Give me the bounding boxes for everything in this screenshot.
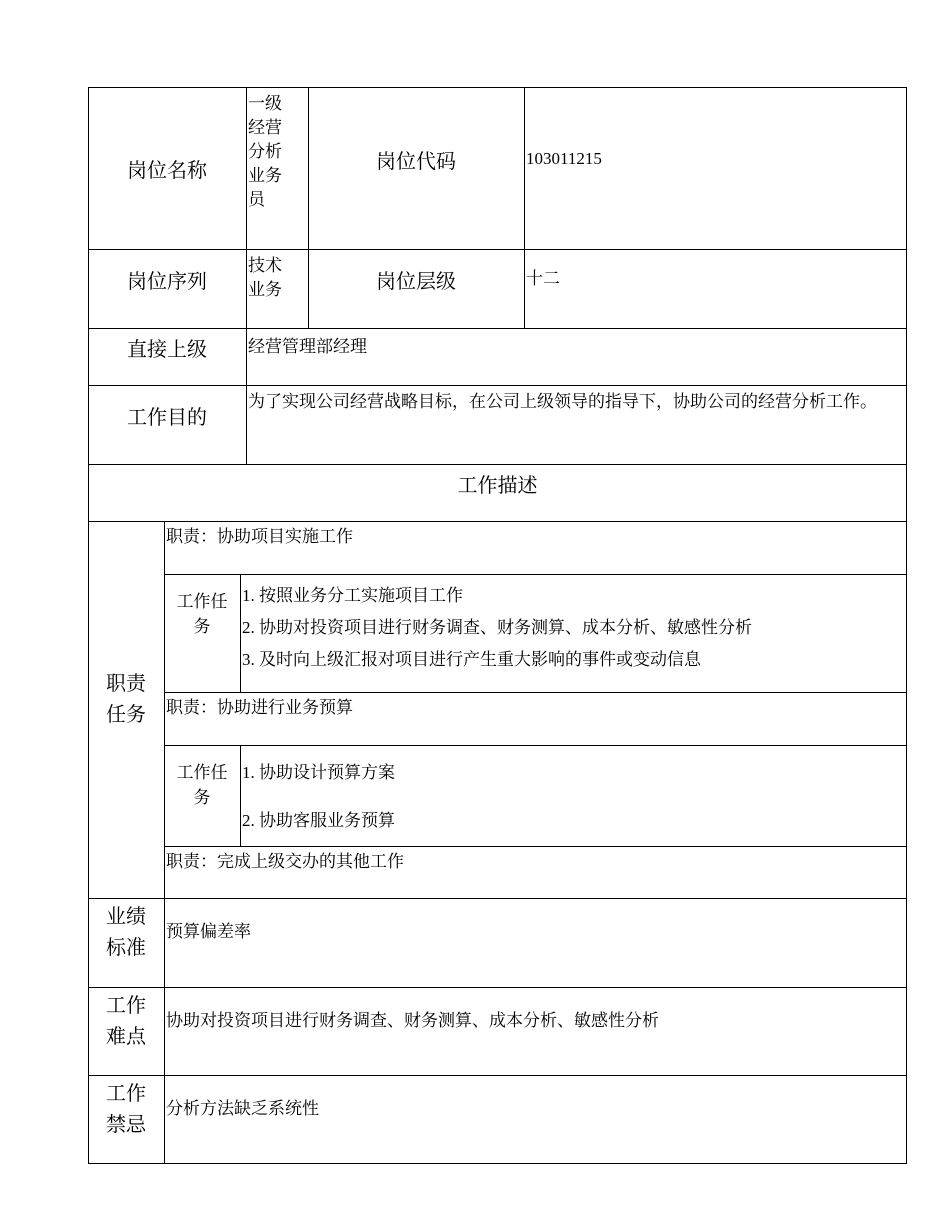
task-item: 3. 及时向上级汇报对项目进行产生重大影响的事件或变动信息 (242, 650, 701, 669)
superior-value: 经营管理部经理 (248, 337, 367, 356)
post-name-line: 分析 (248, 142, 282, 161)
post-sequence-value (248, 254, 308, 302)
post-sequence-label: 岗位序列 (127, 270, 207, 293)
post-sequence-line: 业务 (248, 280, 282, 299)
work-description-title: 工作描述 (457, 474, 538, 497)
post-level-value: 十二 (526, 269, 560, 288)
duty-title: 职责：完成上级交办的其他工作 (166, 852, 404, 871)
row-divider (88, 898, 907, 899)
task-label-line: 务 (193, 788, 211, 807)
post-name-line: 业务 (248, 166, 282, 185)
task-item: 1. 按照业务分工实施项目工作 (242, 586, 463, 605)
task-list (242, 749, 395, 845)
row-divider (164, 745, 907, 746)
post-name-line: 经营 (248, 118, 282, 137)
col-divider (240, 745, 241, 847)
task-label-line: 工作任 (176, 763, 228, 782)
performance-value: 预算偏差率 (166, 922, 251, 941)
post-name-line: 员 (248, 190, 265, 209)
superior-label: 直接上级 (127, 338, 207, 361)
post-name-line: 一级 (248, 94, 282, 113)
row-divider (88, 1075, 907, 1076)
task-label (164, 574, 240, 654)
duties-label (88, 521, 164, 879)
task-label-line: 工作任 (176, 592, 228, 611)
post-name-label: 岗位名称 (127, 159, 207, 182)
row-divider (88, 987, 907, 988)
duty-title: 职责：协助进行业务预算 (166, 698, 353, 717)
difficulty-label (88, 987, 164, 1057)
duties-label-line: 职责 (106, 673, 146, 695)
task-item: 2. 协助对投资项目进行财务调查、财务测算、成本分析、敏感性分析 (242, 618, 752, 637)
row-divider (164, 846, 907, 847)
performance-label (88, 898, 164, 968)
row-divider (164, 574, 907, 575)
row-divider (88, 521, 907, 522)
post-code-label: 岗位代码 (376, 151, 456, 173)
col-divider (524, 87, 525, 329)
post-code-value: 103011215 (526, 149, 602, 168)
duties-label-line: 任务 (106, 704, 146, 726)
purpose-value: 为了实现公司经营战略目标，在公司上级领导的指导下，协助公司的经营分析工作。 (248, 392, 877, 411)
difficulty-label-line: 工作 (106, 995, 146, 1017)
col-divider (246, 87, 247, 465)
difficulty-value: 协助对投资项目进行财务调查、财务测算、成本分析、敏感性分析 (166, 1011, 659, 1030)
task-list (242, 580, 752, 676)
post-sequence-line: 技术 (248, 256, 282, 275)
taboo-label (88, 1075, 164, 1145)
post-level-label: 岗位层级 (376, 270, 456, 293)
performance-label-line: 标准 (106, 937, 146, 959)
task-label (164, 745, 240, 825)
task-item: 1. 协助设计预算方案 (242, 763, 395, 782)
taboo-value: 分析方法缺乏系统性 (166, 1099, 319, 1118)
post-name-value (248, 92, 308, 212)
taboo-label-line: 禁忌 (106, 1114, 146, 1136)
performance-label-line: 业绩 (106, 906, 146, 928)
difficulty-label-line: 难点 (106, 1026, 146, 1048)
task-item: 2. 协助客服业务预算 (242, 811, 395, 830)
col-divider (240, 574, 241, 693)
row-divider (164, 692, 907, 693)
duty-title: 职责：协助项目实施工作 (166, 527, 353, 546)
purpose-label: 工作目的 (127, 406, 207, 429)
task-label-line: 务 (193, 617, 211, 636)
taboo-label-line: 工作 (106, 1083, 146, 1105)
